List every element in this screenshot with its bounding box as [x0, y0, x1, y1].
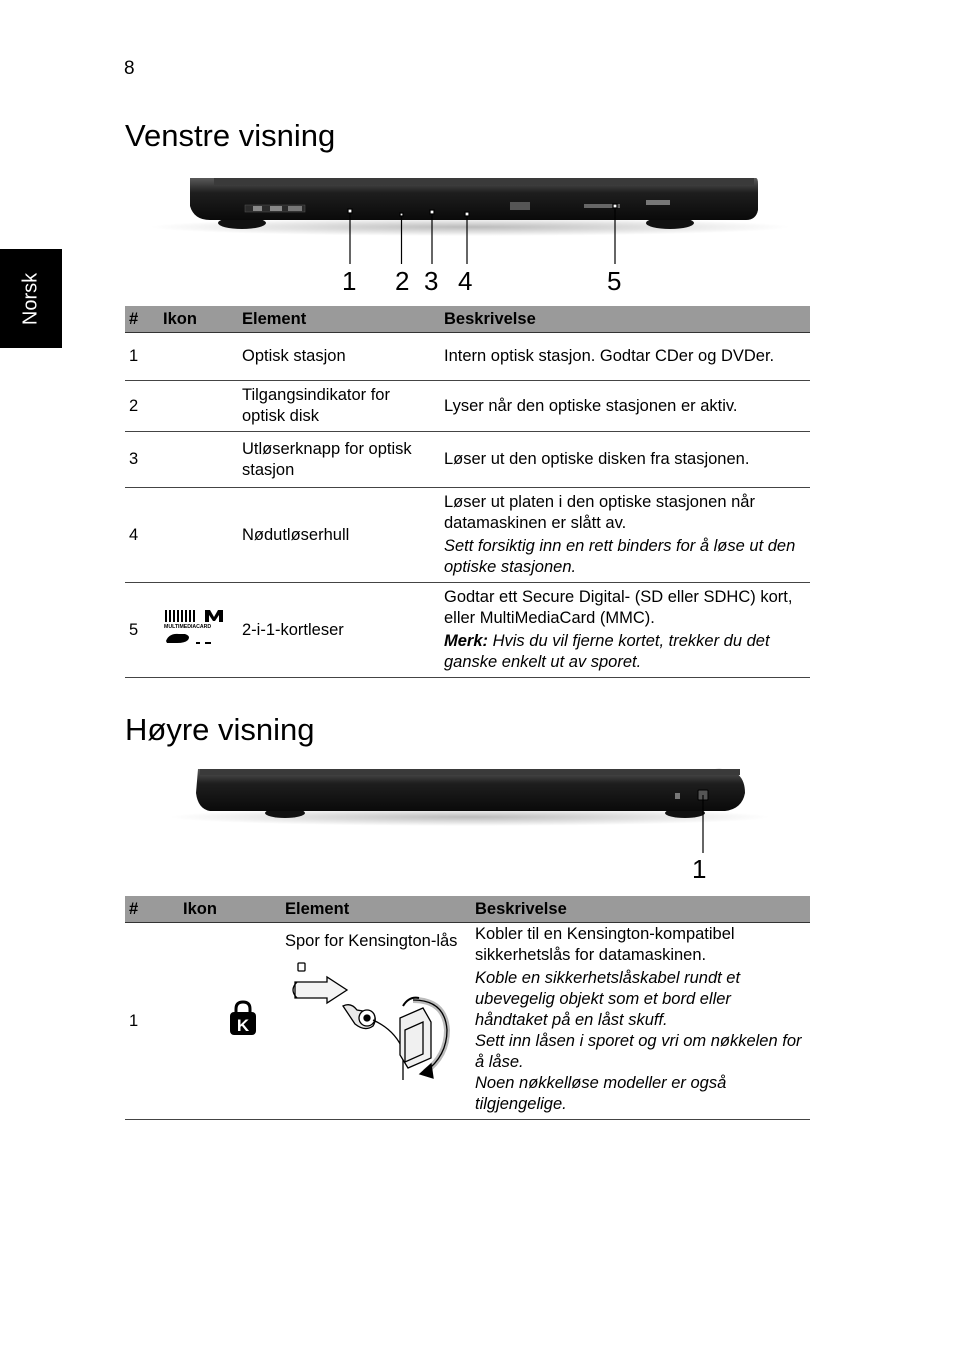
table-row [125, 923, 810, 1120]
callout-number: 1 [692, 854, 707, 884]
row-description: Løser ut den optiske disken fra stasjonen. [440, 432, 810, 488]
row-description: Kobler til en Kensington-kompatibel sikkerhetslås for datamaskinen. [475, 925, 735, 964]
left-view-table [125, 306, 810, 678]
multimediacard-sd-icon [163, 608, 227, 646]
laptop-left-side-illustration [150, 170, 790, 240]
col-header-description: Beskrivelse [471, 896, 810, 923]
row-icon-cell [159, 488, 238, 583]
note-label: Merk: [444, 632, 489, 650]
row-number: 1 [125, 923, 159, 1120]
col-header-number: # [125, 306, 159, 333]
row-element: 2-i-1-kortleser [238, 583, 440, 678]
col-header-element: Element [281, 896, 471, 923]
language-tab [0, 249, 62, 348]
right-view-table [125, 896, 810, 1120]
row-number: 4 [125, 488, 159, 583]
row-description: Intern optisk stasjon. Godtar CDer og DVDer. [440, 333, 810, 381]
row-number: 5 [125, 583, 159, 678]
row-note: Sett inn låsen i sporet og vri om nøkkelen for å låse. [475, 1032, 802, 1071]
col-header-description: Beskrivelse [440, 306, 810, 333]
row-element: Tilgangsindikator for optisk disk [238, 381, 440, 432]
callout-number: 1 [342, 266, 357, 296]
table-row [125, 381, 810, 432]
row-element-cell [281, 923, 471, 1120]
row-note: Sett forsiktig inn en rett binders for å løse ut den optiske stasjonen. [444, 537, 796, 576]
row-description-cell [440, 583, 810, 678]
row-number: 3 [125, 432, 159, 488]
row-icon-cell [159, 923, 281, 1120]
kensington-lock-letter: K [236, 1016, 250, 1035]
laptop-right-side-illustration [170, 763, 770, 833]
row-description: Lyser når den optiske stasjonen er aktiv. [440, 381, 810, 432]
col-header-element: Element [238, 306, 440, 333]
row-element: Spor for Kensington-lås [285, 932, 458, 950]
row-icon-cell [159, 583, 238, 678]
callout-number: 5 [607, 266, 622, 296]
callout-number: 4 [458, 266, 473, 296]
table-row [125, 333, 810, 381]
row-element: Nødutløserhull [238, 488, 440, 583]
row-number: 1 [125, 333, 159, 381]
table-row [125, 432, 810, 488]
callout-number: 2 [395, 266, 410, 296]
kensington-lock-icon [229, 1000, 257, 1036]
row-icon-cell [159, 381, 238, 432]
table-header-row [125, 306, 810, 333]
right-view-heading: Høyre visning [125, 712, 315, 747]
row-icon-cell [159, 432, 238, 488]
table-header-row [125, 896, 810, 923]
row-description-cell [471, 923, 810, 1120]
row-element: Optisk stasjon [238, 333, 440, 381]
row-number: 2 [125, 381, 159, 432]
row-description-cell [440, 488, 810, 583]
row-note: Koble en sikkerhetslåskabel rundt et ubevegelig objekt som et bord eller håndtaket på en låst skuff. [475, 969, 741, 1029]
col-header-icon: Ikon [159, 306, 238, 333]
row-note: Noen nøkkelløse modeller er også tilgjengelige. [475, 1074, 727, 1113]
col-header-number: # [125, 896, 159, 923]
multimediacard-logo-text: MULTIMEDIACARD [164, 624, 212, 630]
row-description: Løser ut platen i den optiske stasjonen når datamaskinen er slått av. [444, 493, 755, 532]
language-tab-label: Norsk [19, 272, 42, 325]
row-note [444, 631, 806, 673]
note-text: Hvis du vil fjerne kortet, trekker du det ganske enkelt ut av sporet. [444, 632, 770, 671]
kensington-lock-installation-illustration [285, 960, 455, 1082]
callout-number: 3 [424, 266, 439, 296]
left-view-heading: Venstre visning [125, 118, 336, 153]
row-description: Godtar ett Secure Digital- (SD eller SDHC) kort, eller MultiMediaCard (MMC). [444, 588, 793, 627]
table-row [125, 488, 810, 583]
row-icon-cell [159, 333, 238, 381]
row-element: Utløserknapp for optisk stasjon [238, 432, 440, 488]
page-number: 8 [124, 58, 135, 79]
col-header-icon: Ikon [159, 896, 281, 923]
table-row [125, 583, 810, 678]
